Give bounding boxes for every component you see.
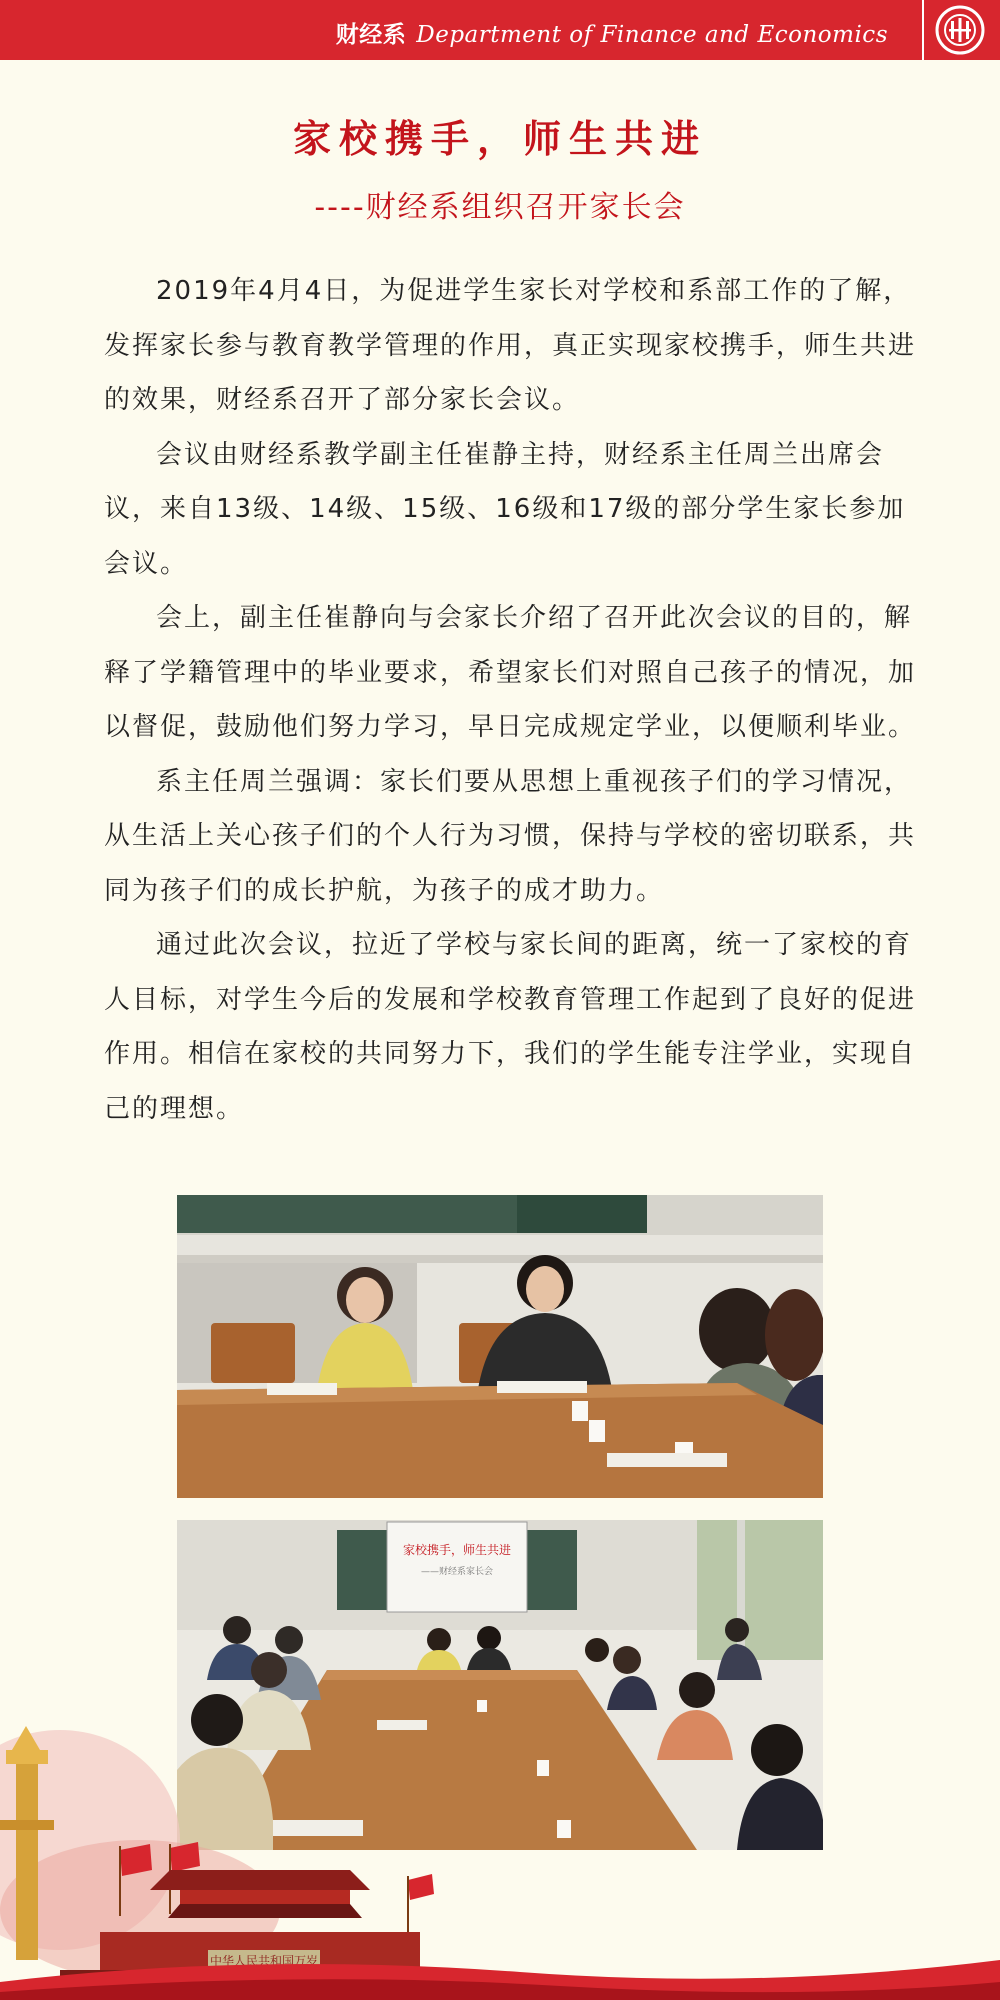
department-name-en: Department of Finance and Economics bbox=[416, 22, 888, 48]
school-emblem-icon bbox=[934, 4, 986, 56]
article-subtitle: ----财经系组织召开家长会 bbox=[314, 190, 686, 225]
paragraph: 会议由财经系教学副主任崔静主持，财经系主任周兰出席会议，来自13级、14级、15级、16级和17级的部分学生家长参加会议。 bbox=[104, 439, 906, 579]
paragraph: 2019年4月4日，为促进学生家长对学校和系部工作的了解，发挥家长参与教育教学管理的作用，真正实现家校携手，师生共进的效果，财经系召开了部分家长会议。 bbox=[104, 276, 917, 415]
screen-slide-title: 家校携手，师生共进 bbox=[402, 1543, 512, 1557]
gate-plaque: 中华人民共和国万岁 bbox=[209, 1954, 319, 1968]
paragraph: 会上，副主任崔静向与会家长介绍了召开此次会议的目的，解释了学籍管理中的毕业要求，希望家长们对照自己孩子的情况，加以督促，鼓励他们努力学习，早日完成规定学业，以便顺利毕业。 bbox=[104, 603, 917, 742]
department-name bbox=[336, 16, 888, 49]
article-title: 家校携手，师生共进 bbox=[292, 116, 707, 161]
screen-slide-sub: ——财经系家长会 bbox=[420, 1567, 494, 1577]
paragraph: 系主任周兰强调：家长们要从思想上重视孩子们的学习情况，从生活上关心孩子们的个人行为习惯，保持与学校的密切联系，共同为孩子们的成长护航，为孩子的成才助力。 bbox=[104, 766, 917, 906]
header-banner bbox=[0, 0, 1000, 60]
decorative-footer bbox=[0, 1720, 1000, 2000]
article-body bbox=[104, 264, 916, 1136]
paragraph: 通过此次会议，拉近了学校与家长间的距离，统一了家校的育人目标，对学生今后的发展和学校教育管理工作起到了良好的促进作用。相信在家校的共同努力下，我们的学生能专注学业，实现自己的理想。 bbox=[104, 930, 917, 1124]
department-name-cn: 财经系 bbox=[335, 21, 407, 48]
meeting-photo-hosts bbox=[177, 1195, 823, 1498]
header-divider bbox=[922, 0, 924, 60]
